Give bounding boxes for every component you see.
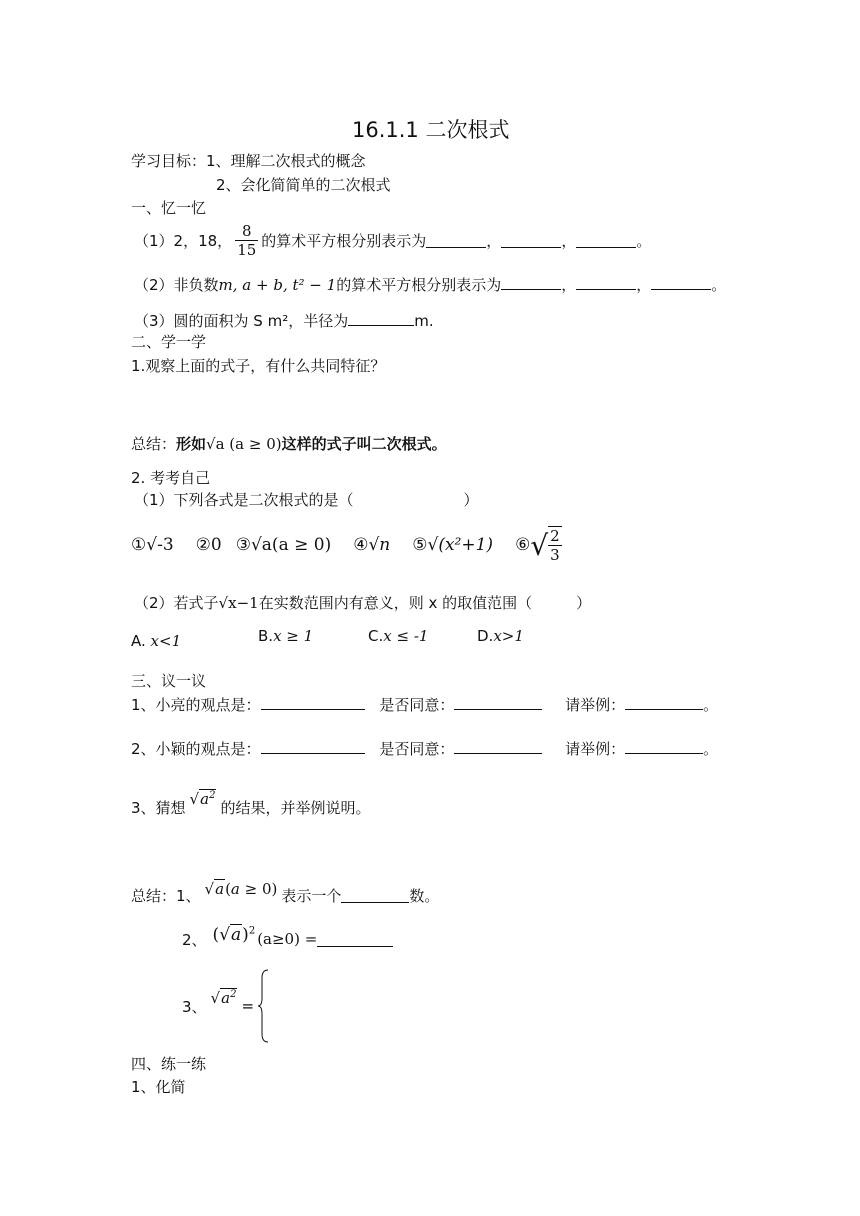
choice-b-label: B.: [258, 627, 274, 645]
answer-blank[interactable]: [426, 233, 486, 248]
options-row: [131, 522, 562, 568]
agree-label: 是否同意：: [379, 740, 455, 758]
test-q1-close: ）: [463, 491, 479, 509]
page-title: 16.1.1 二次根式: [352, 118, 510, 142]
section3-heading: 三、议一议: [131, 672, 207, 690]
sqrt-a-squared: $√a^2$: [189, 790, 216, 808]
simplify-item: 1、化简: [131, 1078, 186, 1096]
sqrt-symbol-icon: √: [210, 989, 221, 1007]
summary2-label: 2、: [182, 930, 207, 949]
separator: ，: [561, 231, 577, 250]
summary1-suffix: 表示一个: [281, 886, 342, 905]
answer-blank[interactable]: [625, 739, 703, 754]
separator: ，: [636, 276, 652, 294]
discussion-row-1: [131, 694, 718, 715]
answer-blank[interactable]: [454, 739, 542, 754]
choice-b[interactable]: [258, 627, 313, 645]
option-6-numerator: 2: [550, 527, 560, 545]
sqrt-a-squared-paren: $(√a)^2$: [212, 925, 256, 945]
guess-prefix: 3、猜想: [131, 798, 186, 817]
fraction-numerator: 8: [235, 222, 258, 241]
test-question-2: [134, 592, 591, 613]
option-6-denominator: 3: [550, 546, 560, 564]
test-q2-close: ）: [576, 594, 592, 612]
answer-blank[interactable]: [501, 275, 561, 290]
period: 。: [703, 696, 719, 714]
goal-item-2: 2、会化简简单的二次根式: [216, 176, 391, 194]
fraction-8-15: [235, 222, 258, 259]
goal-item-1: 1、理解二次根式的概念: [206, 152, 366, 170]
fraction-denominator: 15: [237, 240, 257, 259]
goals-block: [131, 150, 366, 171]
q1-prefix: （1）2，18，: [134, 231, 233, 250]
answer-blank[interactable]: [317, 932, 393, 947]
answer-blank[interactable]: [261, 695, 365, 710]
period: 。: [711, 276, 727, 294]
row1-label: 1、小亮的观点是：: [131, 696, 261, 714]
sqrt-a-cond: √a(a ≥ 0): [204, 880, 278, 898]
left-brace-icon: [256, 968, 270, 1044]
option-6-marker: ⑥: [515, 535, 531, 555]
period: 。: [636, 231, 652, 250]
choice-d-math: x>1: [493, 627, 524, 645]
sqrt-symbol-icon: √: [189, 790, 200, 808]
choice-c-math: x ≤ -1: [383, 627, 429, 645]
answer-blank[interactable]: [261, 739, 365, 754]
summary1-end: 数。: [409, 886, 440, 905]
summary-text-2: 这样的式子叫二次根式。: [281, 435, 447, 453]
option-3-marker: ③: [235, 535, 251, 555]
answer-blank[interactable]: [348, 311, 414, 326]
answer-blank[interactable]: [576, 275, 636, 290]
sqrt-symbol-icon: √: [530, 528, 549, 562]
section2-heading: 二、学一学: [131, 333, 207, 351]
choice-c[interactable]: [368, 627, 428, 645]
q3-unit: m.: [414, 312, 434, 330]
summary-label: 总结：1、: [131, 886, 201, 905]
question-1-2: [134, 274, 726, 295]
guess-question: [131, 792, 370, 822]
section4-heading: 四、练一练: [131, 1055, 207, 1073]
option-4-expr: √n: [368, 535, 391, 555]
period: 。: [703, 740, 719, 758]
summary-definition: [131, 433, 447, 454]
test-q1-text: （1）下列各式是二次根式的是（: [134, 491, 354, 509]
sqrt-symbol-icon: √: [204, 880, 215, 898]
q2-suffix: 的算术平方根分别表示为: [336, 276, 502, 294]
answer-blank[interactable]: [501, 233, 561, 248]
choice-a-math: x<1: [150, 632, 182, 650]
choice-d[interactable]: [477, 627, 524, 645]
answer-blank[interactable]: [625, 695, 703, 710]
question-1-1: [134, 218, 651, 262]
choice-d-label: D.: [477, 627, 494, 645]
right-paren-icon: ): [242, 925, 249, 945]
observe-question: 1.观察上面的式子，有什么共同特征？: [131, 357, 386, 375]
guess-suffix: 的结果，并举例说明。: [220, 798, 371, 817]
choice-a-label: A.: [131, 632, 146, 650]
option-4-marker: ④: [353, 535, 369, 555]
q2-prefix: （2）非负数: [134, 276, 219, 294]
section1-heading: 一、忆一忆: [131, 199, 207, 217]
sqrt-symbol-icon: √: [219, 925, 231, 945]
separator: ，: [486, 231, 502, 250]
summary3-equals: =: [241, 997, 255, 1015]
choice-a[interactable]: [131, 632, 181, 650]
answer-blank[interactable]: [651, 275, 711, 290]
q3-text: （3）圆的面积为 S m²，半径为: [134, 312, 349, 330]
example-label: 请举例：: [565, 696, 626, 714]
option-1-expr: √-3: [146, 535, 174, 555]
left-paren-icon: (: [212, 925, 220, 945]
summary-1: [131, 880, 439, 910]
option-5-expr: √(x²+1): [427, 535, 494, 555]
test-heading: 2. 考考自己: [131, 469, 211, 487]
test-question-1: [134, 489, 479, 510]
choice-b-math: x ≥ 1: [273, 627, 314, 645]
goals-label: 学习目标：: [131, 152, 207, 170]
answer-blank[interactable]: [576, 233, 636, 248]
test-q2-math: √x−1: [218, 594, 259, 612]
answer-blank[interactable]: [341, 888, 409, 903]
row2-label: 2、小颖的观点是：: [131, 740, 261, 758]
summary-2: [182, 922, 393, 956]
discussion-row-2: [131, 738, 718, 759]
option-5-marker: ⑤: [412, 535, 428, 555]
agree-label: 是否同意：: [379, 696, 455, 714]
sqrt-a-squared: $√a^2$: [210, 989, 237, 1007]
summary3-label: 3、: [182, 997, 207, 1016]
choice-c-label: C.: [368, 627, 384, 645]
test-q2-prefix: （2）若式子: [134, 594, 219, 612]
option-6-fraction: [548, 526, 562, 564]
answer-blank[interactable]: [454, 695, 542, 710]
summary-text-1: 形如: [176, 435, 207, 453]
option-3-expr: √a(a ≥ 0): [250, 535, 332, 555]
q1-suffix: 的算术平方根分别表示为: [261, 231, 427, 250]
question-1-3: [134, 310, 434, 331]
separator: ，: [561, 276, 577, 294]
q2-math: m, a + b, t² − 1: [218, 276, 337, 294]
example-label: 请举例：: [565, 740, 626, 758]
option-1-marker: ①: [131, 535, 147, 555]
summary2-math: (a≥0) =: [257, 930, 318, 948]
test-q2-suffix: 在实数范围内有意义，则 x 的取值范围（: [258, 594, 533, 612]
option-2: ②0: [195, 535, 222, 555]
summary-label: 总结：: [131, 435, 177, 453]
summary-math: √a (a ≥ 0): [206, 435, 282, 453]
summary-3: [182, 966, 270, 1046]
